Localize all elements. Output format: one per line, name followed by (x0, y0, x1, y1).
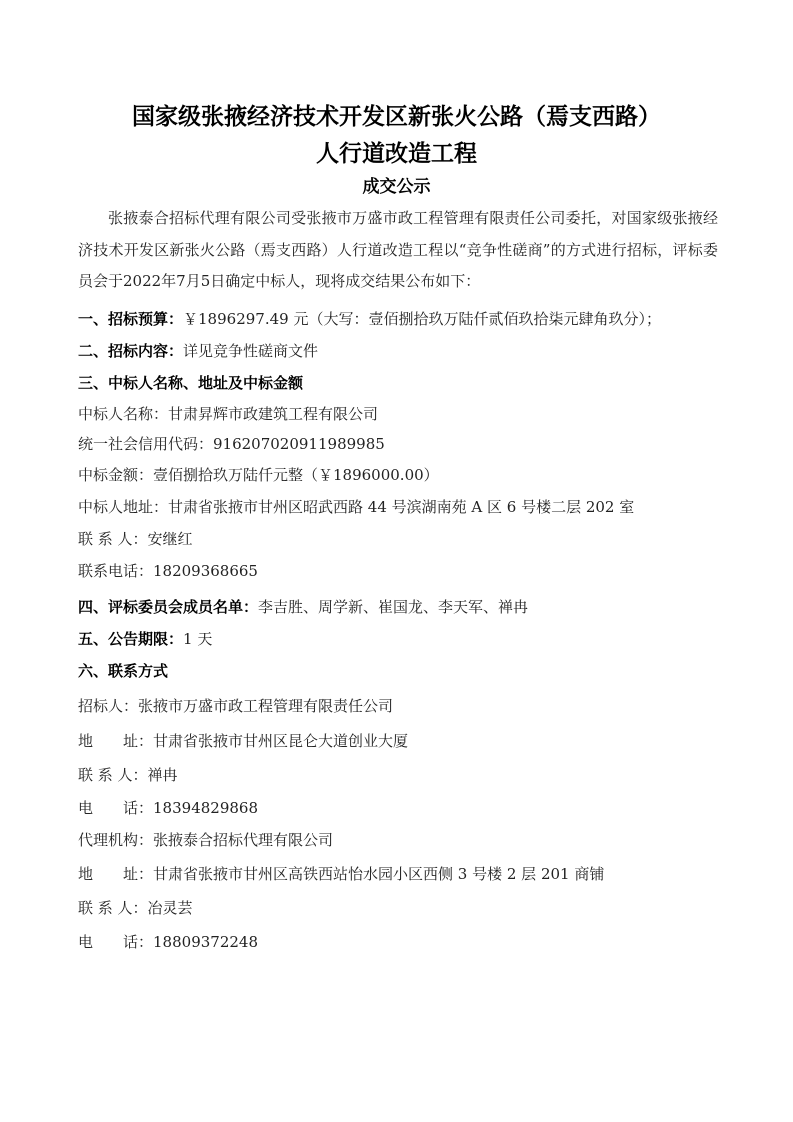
section-committee-heading: 四、评标委员会成员名单： (78, 598, 259, 616)
agency-address (78, 864, 604, 884)
agency-contact-value: 冶灵芸 (147, 899, 193, 917)
title-line-3: 成交公示 (362, 177, 431, 197)
title-line-2: 人行道改造工程 (316, 141, 477, 167)
winner-credit-code: 统一社会信用代码：916207020911989985 (78, 435, 385, 453)
section-content (78, 341, 318, 361)
section-content-heading: 二、招标内容： (78, 342, 184, 360)
winner-amount: 中标金额：壹佰捌拾玖万陆仟元整（￥1896000.00） (78, 466, 439, 484)
tenderer-contact-label: 联 系 人： (78, 766, 148, 784)
agency-address-value: 甘肃省张掖市甘州区高铁西站怡水园小区西侧 3 号楼 2 层 201 商铺 (153, 865, 605, 883)
title-line-1: 国家级张掖经济技术开发区新张火公路（焉支西路） (132, 104, 661, 130)
tenderer-phone-value: 18394829868 (153, 799, 258, 817)
agency-address-label: 地 址： (78, 865, 154, 883)
section-period-text: 1 天 (183, 630, 213, 648)
winner-contact-value: 安继红 (147, 530, 193, 548)
section-budget (78, 309, 661, 329)
winner-phone: 联系电话：18209368665 (78, 562, 258, 580)
tenderer-contact (78, 765, 178, 785)
agency-contact (78, 898, 193, 918)
agency-phone (78, 932, 258, 952)
section-committee-text: 李吉胜、周学新、崔国龙、李天军、禅冉 (258, 598, 529, 616)
winner-name: 中标人名称：甘肃昇辉市政建筑工程有限公司 (78, 405, 379, 423)
winner-contact-label: 联 系 人： (78, 530, 148, 548)
tenderer-line: 招标人：张掖市万盛市政工程管理有限责任公司 (78, 697, 394, 715)
tenderer-address (78, 731, 408, 751)
agency-phone-label: 电 话： (78, 933, 154, 951)
intro-paragraph: 张掖泰合招标代理有限公司受张掖市万盛市政工程管理有限责任公司委托，对国家级张掖经济技术开发区新张火公路（焉支西路）人行道改造工程以“竞争性磋商”的方式进行招标，评标委员会于2022年7月5日确定中标人，现将成交结果公布如下： (78, 209, 718, 290)
agency-line: 代理机构：张掖泰合招标代理有限公司 (78, 831, 334, 849)
tenderer-phone-label: 电 话： (78, 799, 154, 817)
section-contact-heading: 六、联系方式 (78, 662, 169, 680)
section-winner-heading: 三、中标人名称、地址及中标金额 (78, 374, 304, 392)
tenderer-contact-value: 禅冉 (147, 766, 178, 784)
tenderer-address-value: 甘肃省张掖市甘州区昆仑大道创业大厦 (153, 732, 409, 750)
winner-contact (78, 529, 193, 549)
section-committee (78, 597, 528, 617)
section-content-text: 详见竞争性磋商文件 (183, 342, 319, 360)
tenderer-phone (78, 798, 258, 818)
section-budget-text: ￥1896297.49 元（大写：壹佰捌拾玖万陆仟贰佰玖拾柒元肆角玖分）； (183, 310, 661, 328)
tenderer-address-label: 地 址： (78, 732, 154, 750)
agency-contact-label: 联 系 人： (78, 899, 148, 917)
winner-address: 中标人地址：甘肃省张掖市甘州区昭武西路 44 号滨湖南苑 A 区 6 号楼二层 202 室 (78, 498, 635, 516)
section-period (78, 629, 212, 649)
section-period-heading: 五、公告期限： (78, 630, 184, 648)
section-budget-heading: 一、招标预算： (78, 310, 184, 328)
agency-phone-value: 18809372248 (153, 933, 258, 951)
